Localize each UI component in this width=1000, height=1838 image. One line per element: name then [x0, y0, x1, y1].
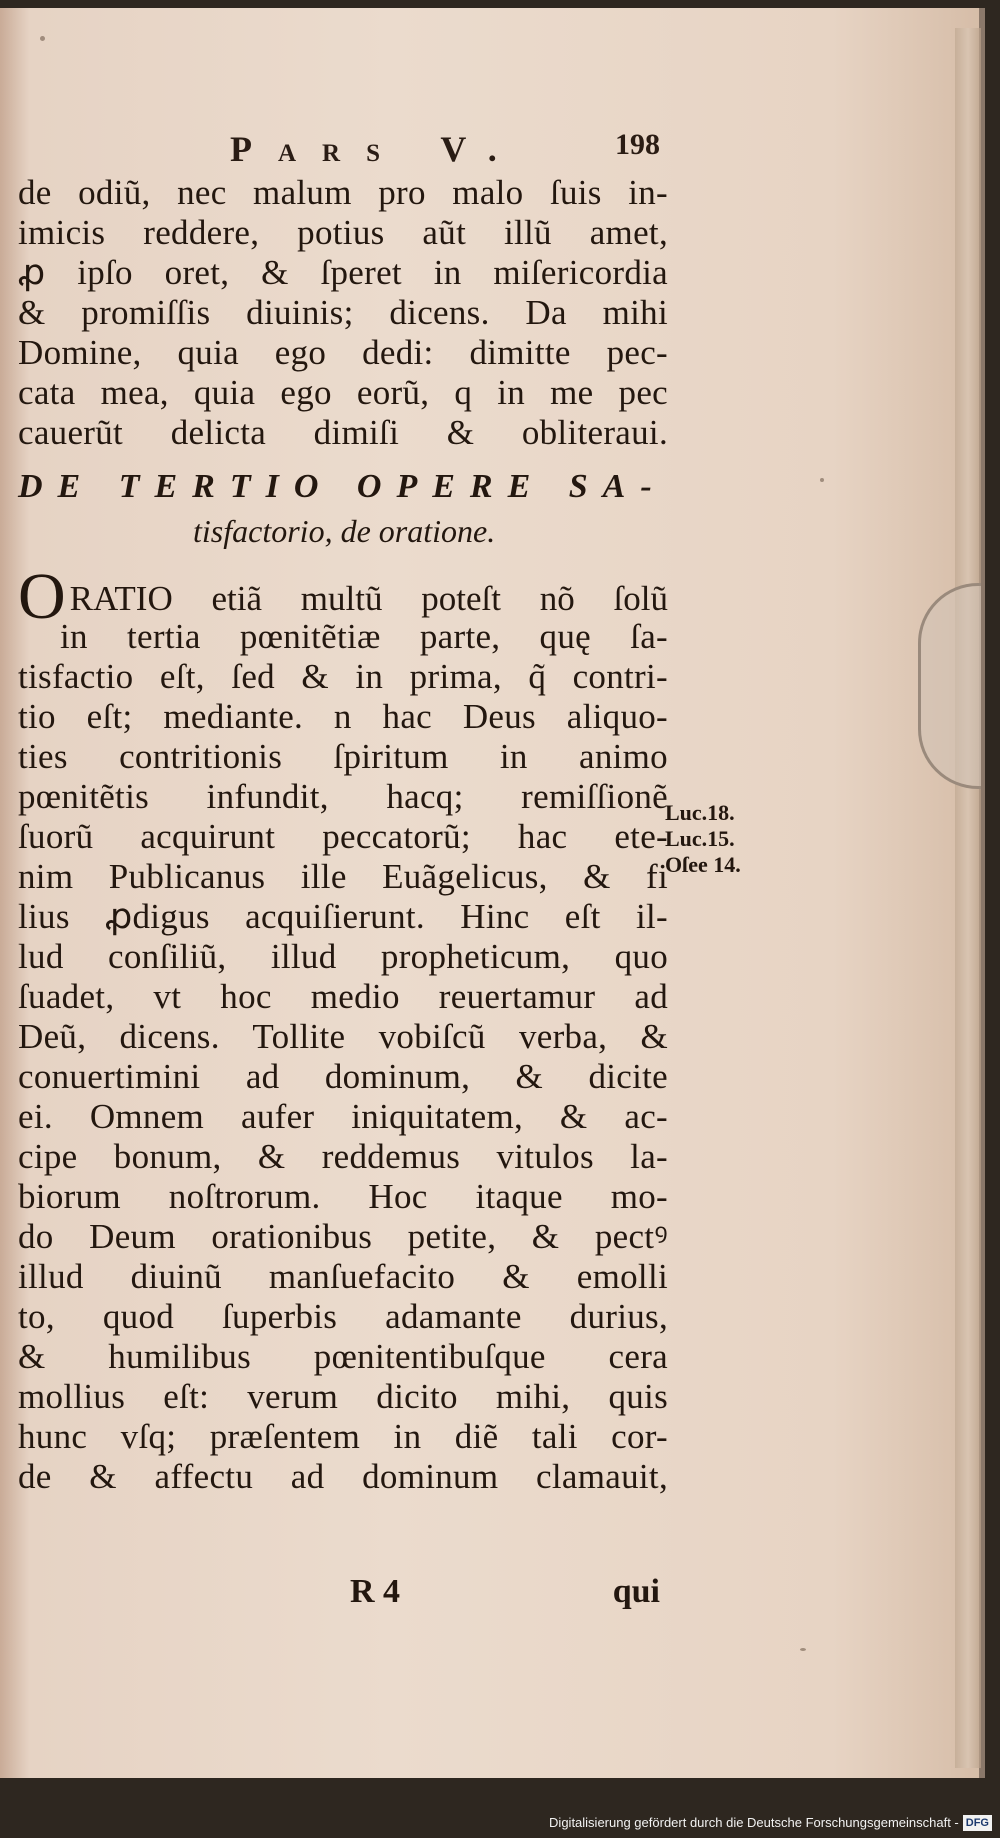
page-number: 198	[615, 128, 660, 161]
text-block	[18, 173, 668, 1497]
text-line: biorum noſtrorum. Hoc itaque mo-	[18, 1177, 668, 1216]
text-line: illud diuinũ manſuefacito & emolli	[18, 1257, 668, 1296]
text-line: tisfactio eſt, ſed & in prima, q̃ contri-	[18, 657, 668, 696]
paper-speck	[40, 36, 45, 41]
text-line: de & affectu ad dominum clamauit,	[18, 1457, 668, 1496]
page-footer	[350, 1573, 660, 1613]
text-line: lud conſiliũ, illud propheticum, quo	[18, 937, 668, 976]
text-line: nim Publicanus ille Euãgelicus, & fi	[18, 857, 668, 896]
paragraph-lines	[18, 657, 668, 1497]
page-clip	[918, 583, 981, 789]
margin-note: Luc.15.	[665, 826, 735, 851]
text-line: mollius eſt: verum dicito mihi, quis	[18, 1377, 668, 1416]
catchword: qui	[612, 1573, 660, 1610]
text-line: lius ꝓdigus acquiſierunt. Hinc eſt il-	[18, 897, 668, 936]
text-line: cauerũt delicta dimiſi & obliteraui.	[18, 413, 668, 452]
text-line: Domine, quia ego dedi: dimitte pec-	[18, 333, 668, 372]
text-line: ties contritionis ſpiritum in animo	[18, 737, 668, 776]
text-line: imicis reddere, potius aũt illũ amet,	[18, 213, 668, 252]
text-line: pœnitẽtis infundit, hacq; remiſſionẽ	[18, 777, 668, 816]
paper-speck	[820, 478, 824, 482]
signature-mark: R 4	[350, 1573, 401, 1610]
text-line: ꝓ ipſo oret, & ſperet in miſericordia	[18, 253, 668, 292]
text-line: ſuadet, vt hoc medio reuertamur ad	[18, 977, 668, 1016]
margin-note: Oſee 14.	[665, 852, 741, 877]
credit-text: Digitalisierung gefördert durch die Deutsche Forschungsgemeinschaft -	[549, 1815, 959, 1830]
dfg-logo: DFG	[963, 1815, 992, 1831]
top-paragraph	[18, 173, 668, 453]
section-subheading: tisfactorio, de oratione.	[193, 513, 496, 549]
drop-cap: O	[18, 560, 66, 633]
paragraph-second-line: in tertia pœnitẽtiæ parte, quę ſa-	[60, 617, 668, 656]
text-line: tio eſt; mediante. n hac Deus aliquo-	[18, 697, 668, 736]
margin-note: Luc.18.	[665, 800, 735, 825]
text-line: to, quod ſuperbis adamante durius,	[18, 1297, 668, 1336]
text-line: ei. Omnem aufer iniquitatem, & ac-	[18, 1097, 668, 1136]
text-line: conuertimini ad dominum, & dicite	[18, 1057, 668, 1096]
paragraph-first-line	[18, 560, 668, 633]
text-line: de odiũ, nec malum pro malo ſuis in-	[18, 173, 668, 212]
text-line: ſuorũ acquirunt peccatorũ; hac ete-	[18, 817, 668, 856]
book-page	[0, 8, 985, 1778]
digitization-credit	[549, 1812, 992, 1834]
text-line: & promiſſis diuinis; dicens. Da mihi	[18, 293, 668, 332]
margin-notes	[665, 800, 741, 878]
text-line: Deũ, dicens. Tollite vobiſcũ verba, &	[18, 1017, 668, 1056]
page-edge	[955, 28, 981, 1768]
page-header	[230, 128, 660, 172]
text-line: cipe bonum, & reddemus vitulos la-	[18, 1137, 668, 1176]
main-paragraph	[18, 560, 668, 1497]
text-line: do Deum orationibus petite, & pectꝰ	[18, 1217, 668, 1256]
text-line: cata mea, quia ego eorũ, q in me pec	[18, 373, 668, 412]
running-head: Pars V.	[230, 129, 523, 169]
first-line-text: RATIO etiã multũ poteſt nõ ſolũ	[69, 579, 668, 618]
text-line: & humilibus pœnitentibuſque cera	[18, 1337, 668, 1376]
paper-speck	[800, 1648, 806, 1651]
text-line: hunc vſq; præſentem in diẽ tali cor-	[18, 1417, 668, 1456]
section-heading: DE TERTIO OPERE SA-	[18, 468, 667, 505]
